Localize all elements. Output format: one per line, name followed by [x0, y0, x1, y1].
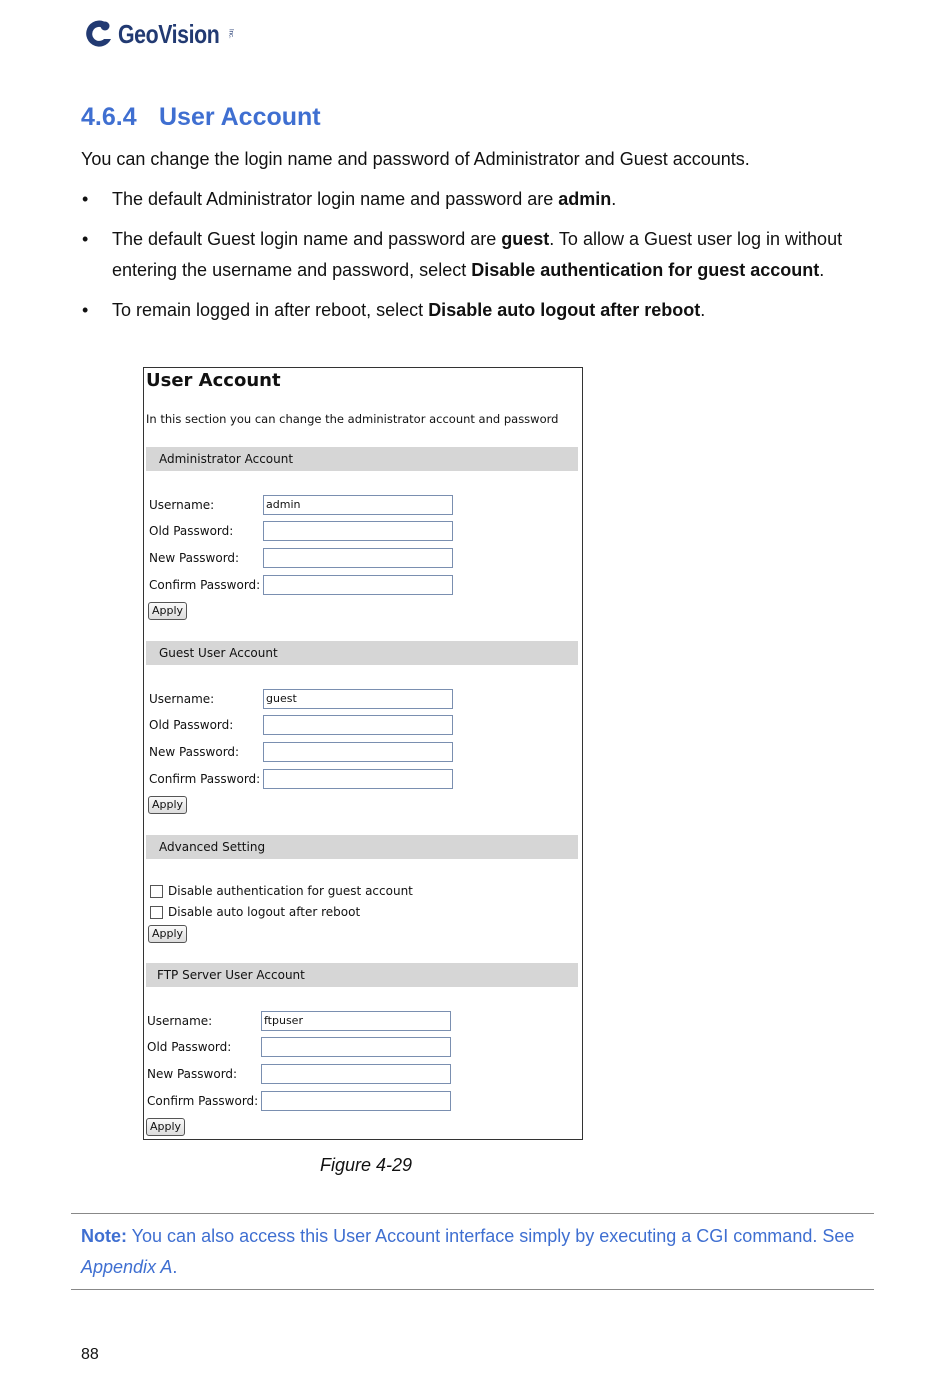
- admin-confirm-password-input[interactable]: [263, 575, 453, 595]
- section-number: 4.6.4: [81, 103, 137, 131]
- ftp-username-input[interactable]: ftpuser: [261, 1011, 451, 1031]
- guest-old-password-row: [149, 715, 569, 735]
- ftp-confirm-password-input[interactable]: [261, 1091, 451, 1111]
- guest-new-password-row: [149, 742, 569, 762]
- advanced-header-label: Advanced Setting: [159, 840, 266, 854]
- geovision-logo-icon: [84, 17, 114, 51]
- admin-apply-button[interactable]: Apply: [148, 602, 187, 620]
- guest-username-row: [149, 689, 569, 709]
- guest-header-label: Guest User Account: [159, 646, 278, 660]
- guest-apply-button[interactable]: Apply: [148, 796, 187, 814]
- guest-username-label: Username:: [149, 692, 215, 706]
- bullet-dot: •: [82, 189, 89, 209]
- ftp-new-password-input[interactable]: [261, 1064, 451, 1084]
- bullet-text: The default Guest login name and password are: [112, 229, 502, 249]
- ftp-username-row: [147, 1011, 567, 1031]
- admin-header-label: Administrator Account: [159, 452, 294, 466]
- bullet-list: [81, 184, 871, 335]
- admin-username-input[interactable]: admin: [263, 495, 453, 515]
- note-bottom-divider: [71, 1289, 874, 1290]
- bullet-item: [81, 224, 871, 286]
- guest-confirm-password-label: Confirm Password:: [149, 772, 261, 786]
- bullet-text: .: [700, 300, 706, 320]
- ftp-confirm-password-row: [147, 1091, 567, 1111]
- bullet-dot: •: [82, 300, 89, 320]
- note-paragraph: [81, 1221, 871, 1283]
- admin-confirm-password-row: [149, 575, 569, 595]
- admin-section-header: [146, 447, 578, 471]
- admin-old-password-row: [149, 521, 569, 541]
- figure-title: User Account: [146, 370, 281, 391]
- bullet-dot: •: [82, 229, 89, 249]
- guest-new-password-label: New Password:: [149, 745, 240, 759]
- disable-guest-auth-label: Disable authentication for guest account: [168, 884, 413, 898]
- ftp-username-label: Username:: [147, 1014, 213, 1028]
- intro-paragraph: You can change the login name and password of Administrator and Guest accounts.: [81, 149, 750, 169]
- disable-auto-logout-label: Disable auto logout after reboot: [168, 905, 361, 919]
- admin-new-password-input[interactable]: [263, 548, 453, 568]
- bullet-bold: admin: [558, 189, 612, 209]
- disable-guest-auth-option: [150, 883, 413, 899]
- figure-subtitle: In this section you can change the administrator account and password: [146, 412, 559, 426]
- ftp-new-password-row: [147, 1064, 567, 1084]
- disable-auto-logout-option: [150, 904, 360, 920]
- admin-old-password-input[interactable]: [263, 521, 453, 541]
- bullet-text: .: [819, 260, 825, 280]
- admin-username-label: Username:: [149, 498, 215, 512]
- bullet-item: [81, 184, 871, 215]
- admin-new-password-row: [149, 548, 569, 568]
- page-number: 88: [81, 1346, 99, 1363]
- appendix-reference: Appendix A: [81, 1257, 173, 1277]
- guest-confirm-password-input[interactable]: [263, 769, 453, 789]
- bullet-text: .: [611, 189, 617, 209]
- bullet-text: The default Administrator login name and password are: [112, 189, 559, 209]
- ftp-section-header: [146, 963, 578, 987]
- ftp-confirm-password-label: Confirm Password:: [147, 1094, 259, 1108]
- figure-caption: Figure 4-29: [320, 1155, 413, 1175]
- logo-suffix: Inc.: [227, 29, 234, 39]
- bullet-text: To remain logged in after reboot, select: [112, 300, 429, 320]
- disable-guest-auth-checkbox[interactable]: [150, 885, 163, 898]
- geovision-logo: [84, 14, 234, 54]
- guest-new-password-input[interactable]: [263, 742, 453, 762]
- admin-old-password-label: Old Password:: [149, 524, 234, 538]
- user-account-screenshot: [143, 367, 583, 1140]
- disable-auto-logout-checkbox[interactable]: [150, 906, 163, 919]
- section-heading: [81, 103, 321, 132]
- note-text: You can also access this User Account interface simply by executing a CGI command. See: [127, 1226, 855, 1246]
- advanced-apply-button[interactable]: Apply: [148, 925, 187, 943]
- guest-confirm-password-row: [149, 769, 569, 789]
- admin-confirm-password-label: Confirm Password:: [149, 578, 261, 592]
- ftp-apply-button[interactable]: Apply: [146, 1118, 185, 1136]
- section-title: User Account: [159, 103, 321, 131]
- guest-username-input[interactable]: guest: [263, 689, 453, 709]
- logo-text: GeoVision: [118, 18, 220, 49]
- ftp-header-label: FTP Server User Account: [157, 968, 305, 982]
- guest-old-password-label: Old Password:: [149, 718, 234, 732]
- bullet-bold: Disable authentication for guest account: [471, 260, 820, 280]
- admin-username-row: [149, 495, 569, 515]
- ftp-old-password-label: Old Password:: [147, 1040, 232, 1054]
- bullet-bold: guest: [501, 229, 550, 249]
- note-label: Note:: [81, 1226, 127, 1246]
- guest-old-password-input[interactable]: [263, 715, 453, 735]
- bullet-bold: Disable auto logout after reboot: [428, 300, 701, 320]
- bullet-text: . To allow a Guest user log in without entering the username and password, select: [112, 229, 843, 280]
- ftp-old-password-row: [147, 1037, 567, 1057]
- note-top-divider: [71, 1213, 874, 1214]
- ftp-old-password-input[interactable]: [261, 1037, 451, 1057]
- note-end: .: [172, 1257, 178, 1277]
- bullet-item: [81, 295, 871, 326]
- guest-section-header: [146, 641, 578, 665]
- admin-new-password-label: New Password:: [149, 551, 240, 565]
- advanced-section-header: [146, 835, 578, 859]
- ftp-new-password-label: New Password:: [147, 1067, 238, 1081]
